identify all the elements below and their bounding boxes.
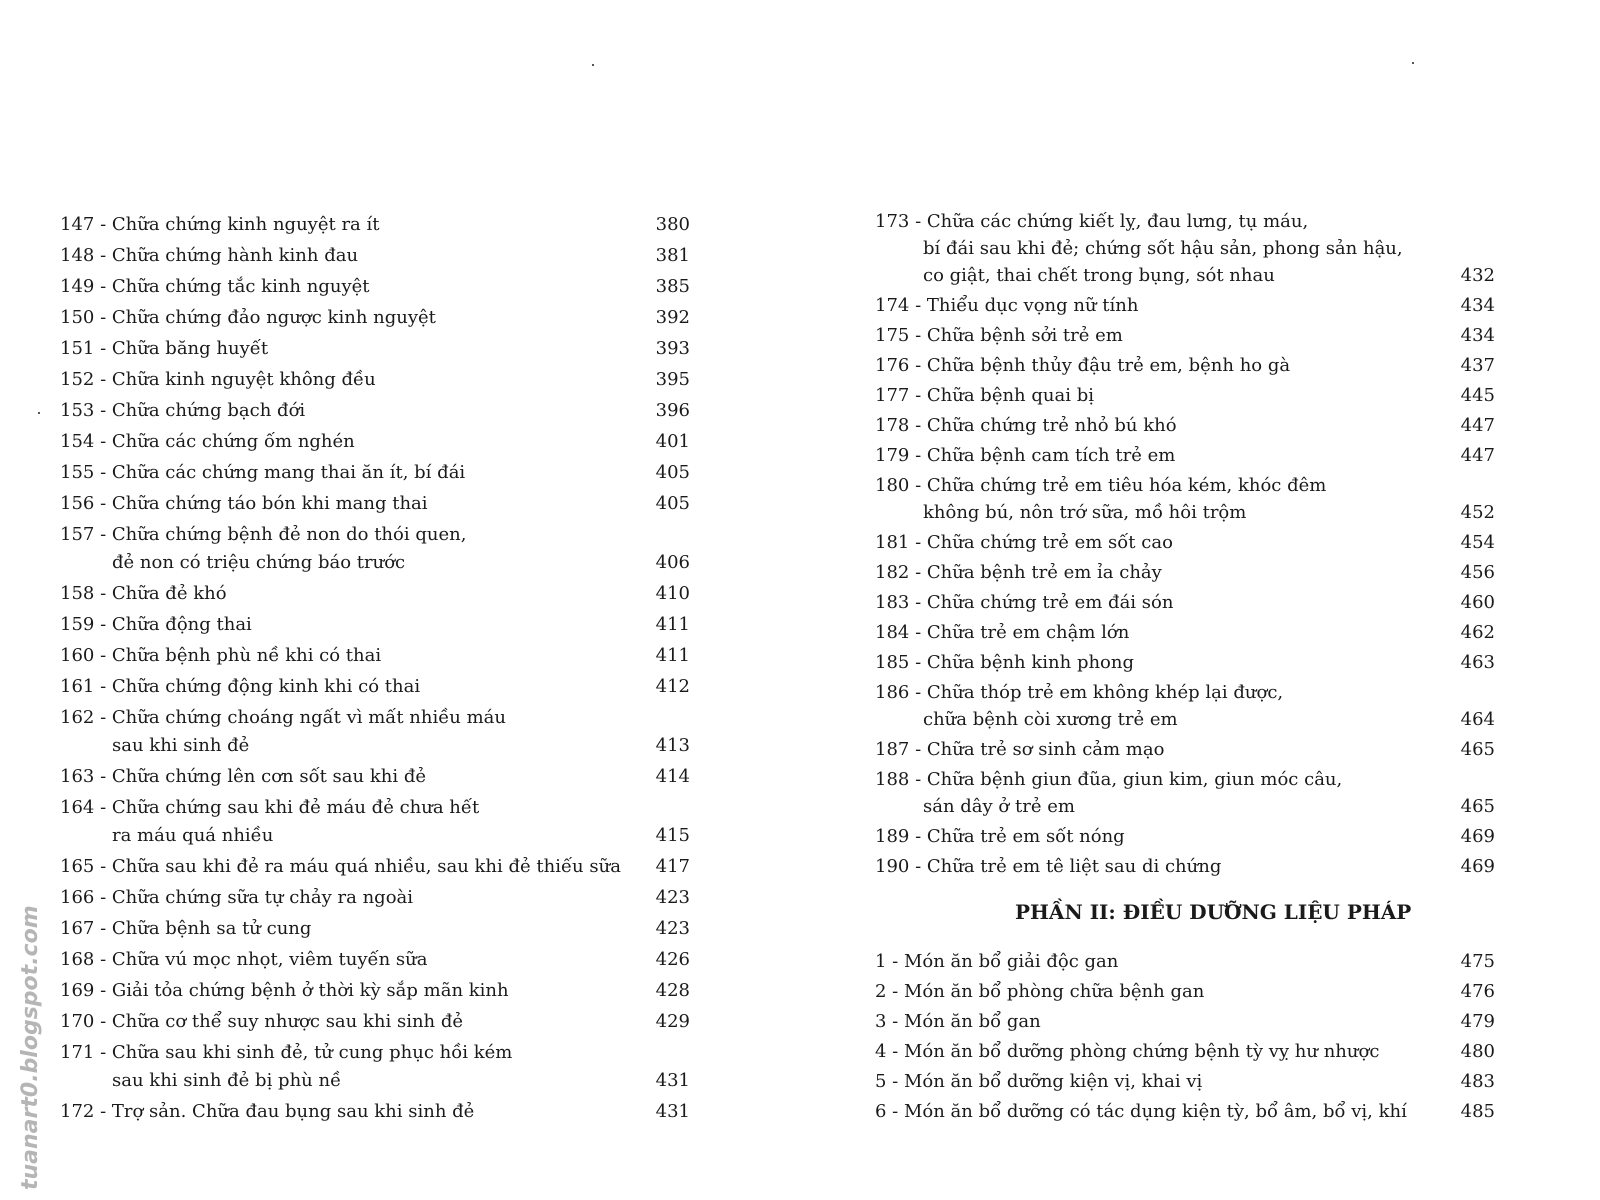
- toc-entry-page: 437: [1460, 355, 1495, 376]
- toc-entry-title: 1 - Món ăn bổ giải độc gan: [875, 951, 1119, 972]
- toc-entry-title: 176 - Chữa bệnh thủy đậu trẻ em, bệnh ho gà: [875, 355, 1291, 376]
- toc-entry-page: 465: [1460, 796, 1495, 817]
- section-heading: PHẦN II: ĐIỀU DƯỠNG LIỆU PHÁP: [1015, 900, 1412, 924]
- toc-entry-page: 465: [1460, 739, 1495, 760]
- toc-entry-page: 483: [1460, 1071, 1495, 1092]
- toc-entry-title: 3 - Món ăn bổ gan: [875, 1011, 1041, 1032]
- toc-entry-title: đẻ non có triệu chứng báo trước: [112, 552, 406, 573]
- toc-entry-title: sau khi sinh đẻ: [112, 735, 250, 756]
- toc-entry-title: 164 - Chữa chứng sau khi đẻ máu đẻ chưa hết: [60, 797, 480, 818]
- toc-entry-page: 434: [1460, 295, 1495, 316]
- toc-entry-page: 431: [655, 1101, 690, 1122]
- toc-entry-page: 411: [655, 645, 690, 666]
- toc-entry-title: 180 - Chữa chứng trẻ em tiêu hóa kém, khóc đêm: [875, 475, 1327, 496]
- toc-entry-page: 452: [1460, 502, 1495, 523]
- toc-entry-page: 423: [655, 887, 690, 908]
- toc-entry-title: 187 - Chữa trẻ sơ sinh cảm mạo: [875, 739, 1165, 760]
- toc-entry-title: 174 - Thiểu dục vọng nữ tính: [875, 295, 1139, 316]
- toc-entry-page: 476: [1460, 981, 1495, 1002]
- toc-entry-page: 456: [1460, 562, 1495, 583]
- toc-entry-title: 168 - Chữa vú mọc nhọt, viêm tuyến sữa: [60, 949, 428, 970]
- toc-entry-title: 189 - Chữa trẻ em sốt nóng: [875, 826, 1125, 847]
- toc-entry-page: 413: [655, 735, 690, 756]
- toc-entry-page: 412: [655, 676, 690, 697]
- toc-entry-title: 152 - Chữa kinh nguyệt không đều: [60, 369, 376, 390]
- toc-entry-title: 165 - Chữa sau khi đẻ ra máu quá nhiều, sau khi đẻ thiếu sữa: [60, 856, 621, 877]
- toc-entry-page: 445: [1460, 385, 1495, 406]
- toc-entry-title: 177 - Chữa bệnh quai bị: [875, 385, 1094, 406]
- toc-entry-title: 161 - Chữa chứng động kinh khi có thai: [60, 676, 421, 697]
- toc-entry-title: 190 - Chữa trẻ em tê liệt sau di chứng: [875, 856, 1222, 877]
- toc-entry-title: 186 - Chữa thóp trẻ em không khép lại được,: [875, 682, 1284, 703]
- toc-entry-title: chữa bệnh còi xương trẻ em: [923, 709, 1178, 730]
- toc-entry-page: 395: [655, 369, 690, 390]
- toc-entry-title: 5 - Món ăn bổ dưỡng kiện vị, khai vị: [875, 1071, 1203, 1092]
- toc-entry-title: 147 - Chữa chứng kinh nguyệt ra ít: [60, 214, 380, 235]
- toc-entry-page: 460: [1460, 592, 1495, 613]
- page-mark-dot: [1412, 62, 1414, 64]
- toc-entry-title: 185 - Chữa bệnh kinh phong: [875, 652, 1135, 673]
- toc-entry-page: 410: [655, 583, 690, 604]
- toc-entry-title: 181 - Chữa chứng trẻ em sốt cao: [875, 532, 1173, 553]
- toc-entry-page: 423: [655, 918, 690, 939]
- watermark: tuanart0.blogspot.com: [18, 905, 43, 1190]
- toc-entry-title: 183 - Chữa chứng trẻ em đái són: [875, 592, 1174, 613]
- toc-entry-title: 163 - Chữa chứng lên cơn sốt sau khi đẻ: [60, 766, 426, 787]
- toc-entry-title: 167 - Chữa bệnh sa tử cung: [60, 918, 312, 939]
- toc-entry-page: 432: [1460, 265, 1495, 286]
- toc-entry-title: sán dây ở trẻ em: [923, 796, 1075, 817]
- toc-entry-title: 166 - Chữa chứng sữa tự chảy ra ngoài: [60, 887, 414, 908]
- toc-entry-title: 158 - Chữa đẻ khó: [60, 583, 227, 604]
- toc-entry-title: 171 - Chữa sau khi sinh đẻ, tử cung phục hồi kém: [60, 1042, 513, 1063]
- toc-entry-page: 434: [1460, 325, 1495, 346]
- toc-entry-page: 447: [1460, 445, 1495, 466]
- page-mark-dot: [592, 64, 594, 66]
- toc-entry-title: bí đái sau khi đẻ; chứng sốt hậu sản, phong sản hậu,: [923, 238, 1403, 259]
- toc-entry-page: 428: [655, 980, 690, 1001]
- toc-entry-title: không bú, nôn trớ sữa, mồ hôi trộm: [923, 502, 1247, 523]
- toc-entry-title: 149 - Chữa chứng tắc kinh nguyệt: [60, 276, 370, 297]
- toc-entry-page: 462: [1460, 622, 1495, 643]
- toc-entry-page: 381: [655, 245, 690, 266]
- toc-entry-title: 4 - Món ăn bổ dưỡng phòng chứng bệnh tỳ vỵ hư nhược: [875, 1041, 1380, 1062]
- toc-entry-page: 480: [1460, 1041, 1495, 1062]
- page-mark-dot: [38, 412, 40, 414]
- toc-entry-title: 179 - Chữa bệnh cam tích trẻ em: [875, 445, 1176, 466]
- toc-entry-title: 154 - Chữa các chứng ốm nghén: [60, 431, 355, 452]
- toc-entry-title: 160 - Chữa bệnh phù nề khi có thai: [60, 645, 382, 666]
- toc-entry-page: 429: [655, 1011, 690, 1032]
- toc-entry-title: 178 - Chữa chứng trẻ nhỏ bú khó: [875, 415, 1177, 436]
- toc-entry-page: 406: [655, 552, 690, 573]
- toc-entry-title: 2 - Món ăn bổ phòng chữa bệnh gan: [875, 981, 1205, 1002]
- toc-entry-page: 405: [655, 493, 690, 514]
- toc-entry-page: 414: [655, 766, 690, 787]
- toc-entry-page: 415: [655, 825, 690, 846]
- toc-entry-page: 426: [655, 949, 690, 970]
- toc-entry-page: 385: [655, 276, 690, 297]
- toc-entry-title: 150 - Chữa chứng đảo ngược kinh nguyệt: [60, 307, 436, 328]
- toc-entry-title: 162 - Chữa chứng choáng ngất vì mất nhiều máu: [60, 707, 507, 728]
- toc-entry-page: 447: [1460, 415, 1495, 436]
- toc-entry-title: 172 - Trợ sản. Chữa đau bụng sau khi sinh đẻ: [60, 1101, 475, 1122]
- toc-entry-page: 454: [1460, 532, 1495, 553]
- toc-entry-page: 475: [1460, 951, 1495, 972]
- toc-entry-page: 431: [655, 1070, 690, 1091]
- toc-entry-page: 479: [1460, 1011, 1495, 1032]
- toc-entry-title: 173 - Chữa các chứng kiết lỵ, đau lưng, tụ máu,: [875, 211, 1309, 232]
- toc-entry-title: 182 - Chữa bệnh trẻ em ỉa chảy: [875, 562, 1162, 583]
- toc-entry-page: 393: [655, 338, 690, 359]
- toc-entry-title: 157 - Chữa chứng bệnh đẻ non do thói quen,: [60, 524, 467, 545]
- toc-entry-title: co giật, thai chết trong bụng, sót nhau: [923, 265, 1275, 286]
- toc-entry-title: 170 - Chữa cơ thể suy nhược sau khi sinh đẻ: [60, 1011, 464, 1032]
- toc-entry-page: 392: [655, 307, 690, 328]
- toc-entry-title: 156 - Chữa chứng táo bón khi mang thai: [60, 493, 428, 514]
- toc-entry-page: 401: [655, 431, 690, 452]
- toc-entry-page: 469: [1460, 856, 1495, 877]
- toc-entry-title: 155 - Chữa các chứng mang thai ăn ít, bí đái: [60, 462, 466, 483]
- toc-entry-title: 188 - Chữa bệnh giun đũa, giun kim, giun móc câu,: [875, 769, 1343, 790]
- toc-entry-title: 175 - Chữa bệnh sởi trẻ em: [875, 325, 1123, 346]
- toc-entry-title: 169 - Giải tỏa chứng bệnh ở thời kỳ sắp mãn kinh: [60, 980, 509, 1001]
- toc-entry-page: 485: [1460, 1101, 1495, 1122]
- toc-entry-page: 469: [1460, 826, 1495, 847]
- toc-entry-title: ra máu quá nhiều: [112, 825, 274, 846]
- toc-entry-page: 463: [1460, 652, 1495, 673]
- toc-entry-page: 380: [655, 214, 690, 235]
- toc-entry-title: 148 - Chữa chứng hành kinh đau: [60, 245, 359, 266]
- toc-entry-page: 417: [655, 856, 690, 877]
- toc-entry-page: 411: [655, 614, 690, 635]
- toc-entry-title: 184 - Chữa trẻ em chậm lớn: [875, 622, 1130, 643]
- toc-entry-title: 159 - Chữa động thai: [60, 614, 252, 635]
- toc-entry-title: sau khi sinh đẻ bị phù nề: [112, 1070, 342, 1091]
- toc-entry-page: 396: [655, 400, 690, 421]
- toc-entry-title: 151 - Chữa băng huyết: [60, 338, 269, 359]
- toc-entry-title: 153 - Chữa chứng bạch đới: [60, 400, 306, 421]
- toc-entry-page: 405: [655, 462, 690, 483]
- toc-entry-page: 464: [1460, 709, 1495, 730]
- toc-entry-title: 6 - Món ăn bổ dưỡng có tác dụng kiện tỳ, bổ âm, bổ vị, khí: [875, 1101, 1407, 1122]
